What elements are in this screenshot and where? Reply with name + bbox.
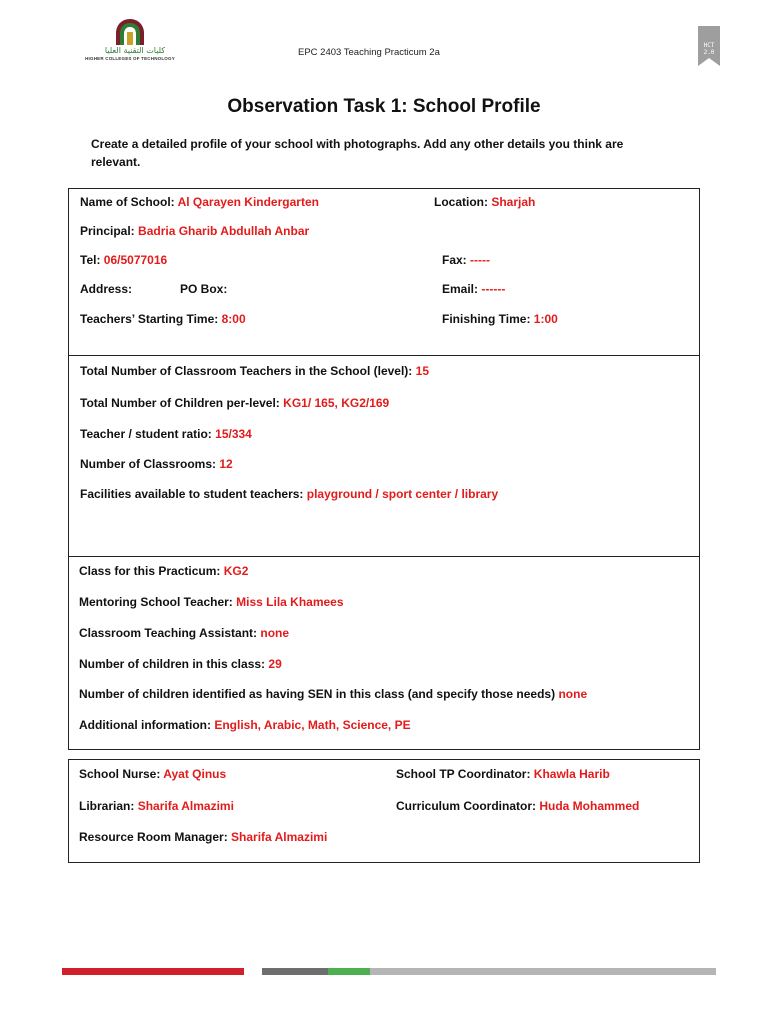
hct-ribbon-badge (698, 26, 720, 66)
footer-green-bar (328, 968, 370, 975)
sen-value: none (558, 687, 588, 701)
principal-value: Badria Gharib Abdullah Anbar (138, 224, 310, 238)
email-value: ------ (481, 282, 506, 296)
field-label: Teachers’ Starting Time: (80, 312, 219, 326)
assistant-value: none (260, 626, 290, 640)
class-field (79, 564, 248, 578)
mentor-field (79, 595, 344, 609)
field-label: Finishing Time: (442, 312, 531, 326)
curriculum-coordinator-field (396, 799, 639, 813)
field-label: Number of children identified as having SEN in this class (and specify those needs) (79, 687, 556, 701)
finishing-time-field (442, 312, 558, 326)
nurse-field (79, 767, 226, 781)
resource-manager-field (79, 830, 327, 844)
resource-manager-value: Sharifa Almazimi (231, 830, 328, 844)
field-label: Total Number of Children per-level: (80, 396, 280, 410)
additional-info-value: English, Arabic, Math, Science, PE (214, 718, 411, 732)
email-field (442, 282, 505, 296)
field-label: Total Number of Classroom Teachers in the School (level): (80, 364, 413, 378)
footer-dark-bar (262, 968, 328, 975)
classrooms-field (80, 457, 233, 471)
field-label: Location: (434, 195, 488, 209)
logo-arabic-text: كليات التقنية العليا (104, 46, 166, 55)
field-label: Classroom Teaching Assistant: (79, 626, 258, 640)
footer-grey-bar (370, 968, 716, 975)
field-label: Number of children in this class: (79, 657, 266, 671)
starting-time-field (80, 312, 246, 326)
fax-field (442, 253, 490, 267)
location-field (434, 195, 535, 209)
field-label: Class for this Practicum: (79, 564, 221, 578)
starting-time-value: 8:00 (221, 312, 246, 326)
school-stats-box (68, 355, 700, 557)
field-label: Mentoring School Teacher: (79, 595, 233, 609)
ribbon-text-hct: HCT (703, 42, 715, 49)
field-label: School Nurse: (79, 767, 161, 781)
page-title: Observation Task 1: School Profile (227, 96, 541, 117)
school-name-value: Al Qarayen Kindergarten (177, 195, 319, 209)
facilities-field (80, 487, 498, 501)
course-title: EPC 2403 Teaching Practicum 2a (298, 47, 440, 58)
sen-field (79, 687, 587, 701)
field-label: Facilities available to student teachers: (80, 487, 304, 501)
assistant-field (79, 626, 289, 640)
principal-field (80, 224, 309, 238)
field-label: Name of School: (80, 195, 175, 209)
school-name-field (80, 195, 319, 209)
additional-info-field (79, 718, 411, 732)
field-label: Resource Room Manager: (79, 830, 228, 844)
librarian-value: Sharifa Almazimi (137, 799, 234, 813)
field-label: Librarian: (79, 799, 135, 813)
fax-value: ----- (470, 253, 491, 267)
hct-emblem-icon (110, 18, 150, 46)
mentor-value: Miss Lila Khamees (236, 595, 344, 609)
children-count-field (79, 657, 282, 671)
hct-logo (82, 18, 178, 64)
field-label: Teacher / student ratio: (80, 427, 212, 441)
librarian-field (79, 799, 234, 813)
children-per-level-field (80, 396, 389, 410)
classrooms-value: 12 (219, 457, 233, 471)
logo-english-text: HIGHER COLLEGES OF TECHNOLOGY (85, 56, 175, 61)
ratio-field (80, 427, 252, 441)
field-label: Email: (442, 282, 479, 296)
children-per-level-value: KG1/ 165, KG2/169 (283, 396, 390, 410)
field-label: Tel: (80, 253, 101, 267)
tp-coordinator-value: Khawla Harib (533, 767, 610, 781)
ribbon-text-version: 2.0 (703, 49, 715, 56)
field-label: School TP Coordinator: (396, 767, 531, 781)
children-count-value: 29 (268, 657, 282, 671)
location-value: Sharjah (491, 195, 536, 209)
field-label: Curriculum Coordinator: (396, 799, 536, 813)
tel-field (80, 253, 167, 267)
curriculum-coordinator-value: Huda Mohammed (539, 799, 640, 813)
tel-value: 06/5077016 (103, 253, 168, 267)
tp-coordinator-field (396, 767, 610, 781)
school-details-box (68, 188, 700, 356)
field-label: Additional information: (79, 718, 211, 732)
ratio-value: 15/334 (215, 427, 252, 441)
field-label: Principal: (80, 224, 135, 238)
nurse-value: Ayat Qinus (163, 767, 227, 781)
class-value: KG2 (223, 564, 249, 578)
address-field: Address: (80, 282, 133, 296)
finishing-time-value: 1:00 (533, 312, 558, 326)
teachers-count-value: 15 (415, 364, 429, 378)
field-label: Fax: (442, 253, 467, 267)
footer-red-bar (62, 968, 244, 975)
teachers-count-field (80, 364, 429, 378)
field-label: Number of Classrooms: (80, 457, 217, 471)
ribbon-text (698, 42, 720, 56)
pobox-field: PO Box: (180, 282, 228, 296)
intro-text: Create a detailed profile of your school with photographs. Add any other details you think are relevant. (91, 137, 624, 169)
facilities-value: playground / sport center / library (306, 487, 499, 501)
